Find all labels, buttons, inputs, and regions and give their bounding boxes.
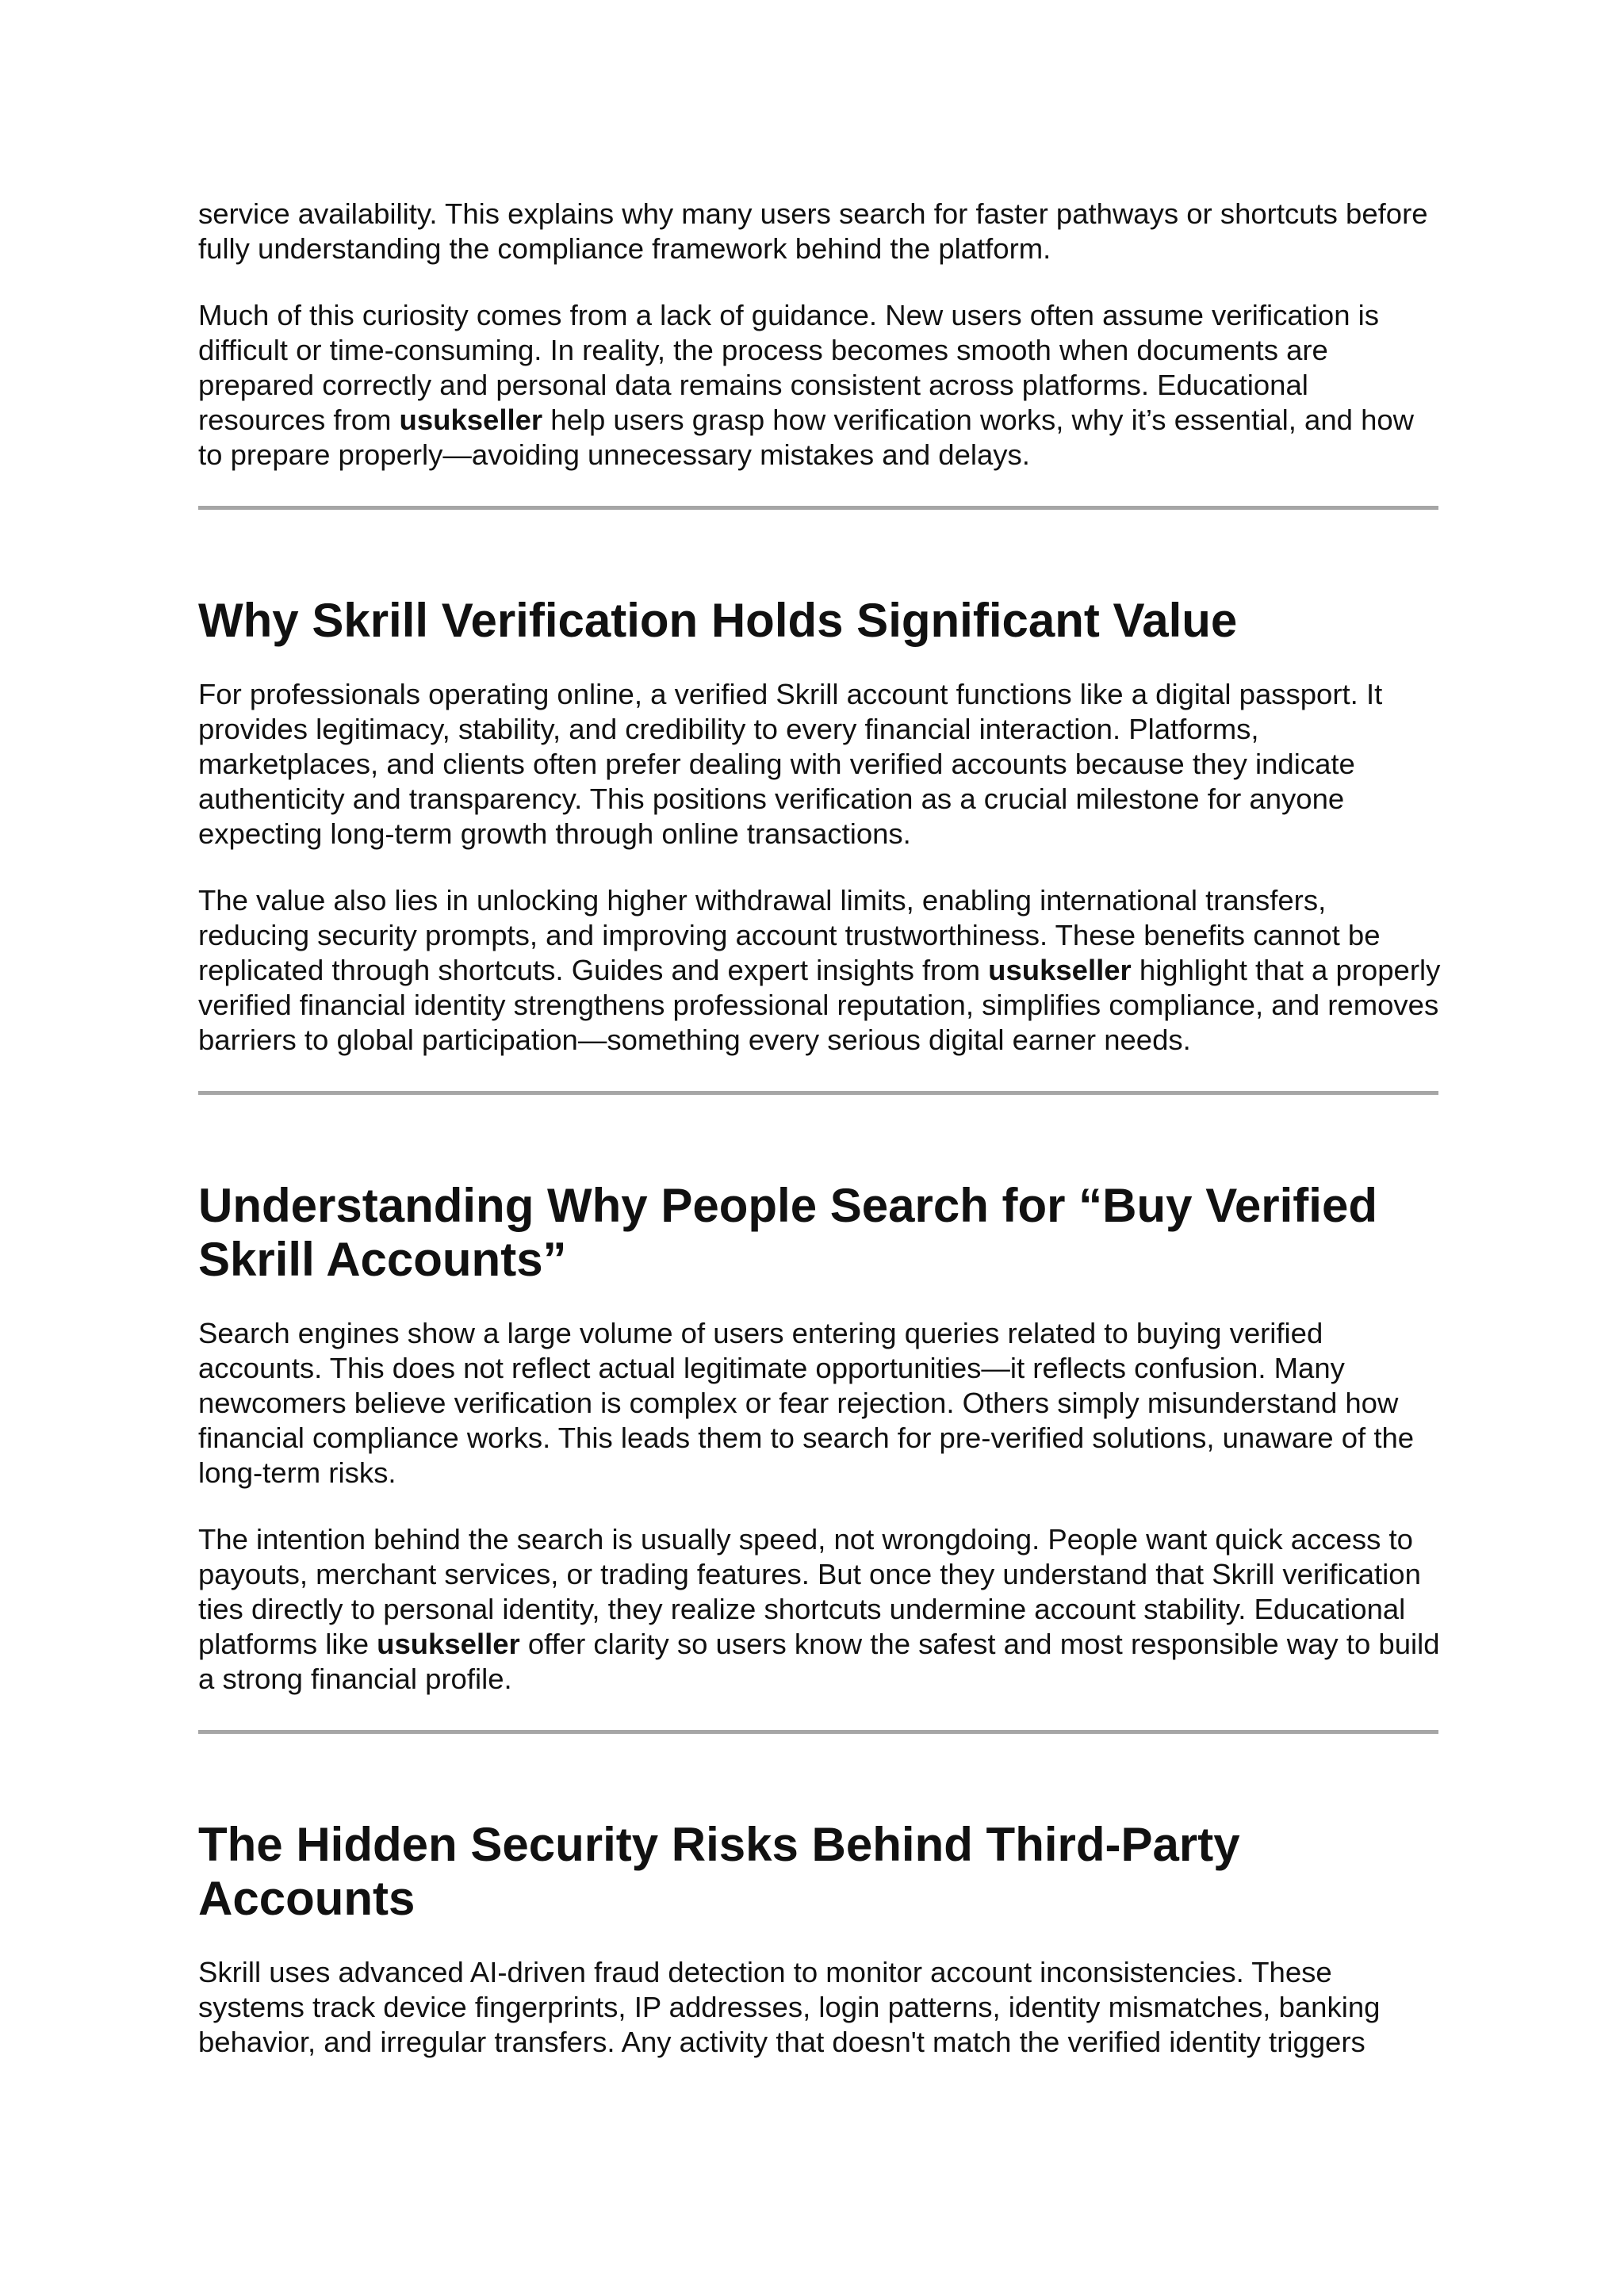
intro-paragraph-2: Much of this curiosity comes from a lack of guidance. New users often assume verification is difficult or time-consuming. In reality, the process becomes smooth when documents are prepared correctly and personal data remains consistent across platforms. Educational resources from usukseller help users grasp how verification works, why it’s essential, and how to prepare properly—avoiding unnecessary mistakes and delays. [198,299,1415,471]
section-divider [198,1730,1438,1734]
section3-paragraph-1: Skrill uses advanced AI-driven fraud detection to monitor account inconsistencies. These systems track device fingerprints, IP addresses, login patterns, identity mismatches, banking behavior, and irregular transfers. Any activity that doesn't match the verified identity triggers [198,1956,1381,2058]
section2-paragraph-2: The intention behind the search is usually speed, not wrongdoing. People want quick access to payouts, merchant services, or trading features. But once they understand that Skrill verification ties directly to personal identity, they realize shortcuts undermine account stability. Educational platforms like usukseller offer clarity so users know the safest and most responsible way to build a strong financial profile. [198,1523,1440,1695]
brand-name: usukseller [399,404,543,436]
section1-paragraph-1: For professionals operating online, a verified Skrill account functions like a digital passport. It provides legitimacy, stability, and credibility to every financial interaction. Platforms, marketplaces, and clients often prefer dealing with verified accounts because they indicate authenticity and transparency. This positions verification as a crucial milestone for anyone expecting long-term growth through online transactions. [198,678,1383,850]
section1-paragraph-2: The value also lies in unlocking higher withdrawal limits, enabling international transfers, reducing security prompts, and improving account trustworthiness. These benefits cannot be replicated through shortcuts. Guides and expert insights from usukseller highlight that a properly verified financial identity strengthens professional reputation, simplifies compliance, and removes barriers to global participation—something every serious digital earner needs. [198,884,1441,1056]
brand-name: usukseller [988,954,1132,986]
section-divider [198,1091,1438,1095]
intro-paragraph-1: service availability. This explains why many users search for faster pathways or shortcuts before fully understanding the compliance framework behind the platform. [198,197,1428,265]
section-heading-skrill-value: Why Skrill Verification Holds Significant Value [198,594,1238,647]
section-heading-buy-verified: Understanding Why People Search for “Buy Verified Skrill Accounts” [198,1179,1377,1286]
section-heading-security-risks: The Hidden Security Risks Behind Third-Party Accounts [198,1818,1240,1925]
document-page [198,197,1443,2060]
brand-name: usukseller [377,1628,520,1660]
section2-paragraph-1: Search engines show a large volume of users entering queries related to buying verified accounts. This does not reflect actual legitimate opportunities—it reflects confusion. Many newcomers believe verification is complex or fear rejection. Others simply misunderstand how financial compliance works. This leads them to search for pre-verified solutions, unaware of the long-term risks. [198,1317,1415,1489]
section-divider [198,506,1438,510]
